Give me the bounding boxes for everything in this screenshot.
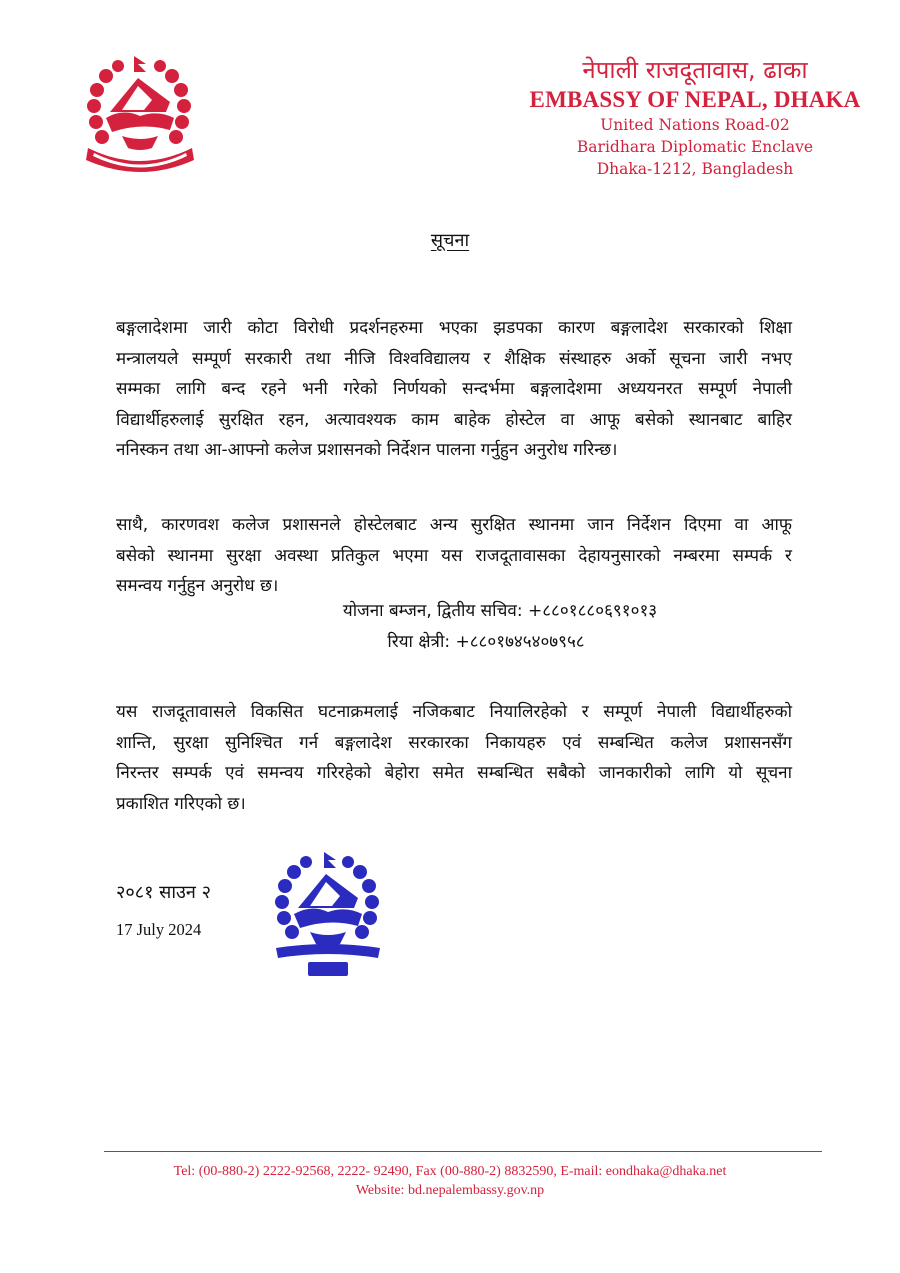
text-line: यस राजदूतावासले विकसित घटनाक्रमलाई नजिकबाट नियालिरहेको र सम्पूर्ण नेपाली विद्यार्थीहरुको [116,702,792,722]
contact-second-secretary: योजना बम्जन, द्वितीय सचिव: +८८०१८८०६९१०१३ [342,601,658,621]
date-nepali: २०८१ साउन २ [116,882,211,903]
address-line: Baridhara Diplomatic Enclave [576,138,814,156]
address-line: United Nations Road-02 [600,116,790,134]
text-line: निरन्तर सम्पर्क एवं समन्वय गरिरहेको बेहोरा समेत सम्बन्धित सबैको जानकारीको लागि यो सूचना [116,763,792,783]
embassy-seal-icon [272,850,384,980]
date-english: 17 July 2024 [116,920,202,939]
footer-divider [104,1151,822,1152]
text-line: बसेको स्थानमा सुरक्षा अवस्था प्रतिकुल भएमा यस राजदूतावासका देहायनुसारको नम्बरमा सम्पर्क र [116,545,792,566]
letterhead [500,54,890,180]
notice-paragraph-1 [116,313,792,466]
embassy-name-nepali: नेपाली राजदूतावास, ढाका [582,56,808,84]
text-line: शान्ति, सुरक्षा सुनिश्चित गर्न बङ्गलादेश सरकारका निकायहरु एवं सम्बन्धित कलेज प्रशासनसँग [116,732,792,753]
nepal-coat-of-arms-icon [82,52,198,180]
notice-paragraph-3 [116,697,792,819]
embassy-name-english: EMBASSY OF NEPAL, DHAKA [529,87,861,112]
text-line: विद्यार्थीहरुलाई सुरक्षित रहन, अत्यावश्यक काम बाहेक होस्टेल वा आफू बसेको स्थानबाट बाहिर [116,409,792,430]
text-line: साथै, कारणवश कलेज प्रशासनले होस्टेलबाट अन्य सुरक्षित स्थानमा जान निर्देशन दिएमा वा आफू [116,515,792,535]
footer-website-line: Website: bd.nepalembassy.gov.np [355,1183,545,1198]
text-line: प्रकाशित गरिएको छ। [116,793,246,814]
contact-riya-chhetri: रिया क्षेत्री: +८८०१७४५४०७९५८ [387,632,585,652]
footer-contact-line: Tel: (00-880-2) 2222-92568, 2222- 92490, Fax (00-880-2) 8832590, E-mail: eondhaka@dhaka.net [173,1164,727,1179]
contact-list [0,596,900,658]
footer [0,1162,900,1200]
text-line: मन्त्रालयले सम्पूर्ण सरकारी तथा नीजि विश्वविद्यालय र शैक्षिक संस्थाहरु अर्को सूचना जारी नभए [116,348,792,369]
text-line: सम्मका लागि बन्द रहने भनी गरेको निर्णयको सन्दर्भमा बङ्गलादेशमा अध्ययनरत सम्पूर्ण नेपाली [116,379,792,399]
text-line: ननिस्कन तथा आ-आफ्नो कलेज प्रशासनको निर्देशन पालना गर्नुहुन अनुरोध गरिन्छ। [116,440,618,460]
notice-paragraph-2 [116,510,792,602]
text-line: बङ्गलादेशमा जारी कोटा विरोधी प्रदर्शनहरुमा भएका झडपका कारण बङ्गलादेश सरकारको शिक्षा [116,318,792,338]
address-line: Dhaka-1212, Bangladesh [596,160,794,178]
notice-title: सूचना [430,230,470,251]
text-line: समन्वय गर्नुहुन अनुरोध छ। [116,576,279,596]
